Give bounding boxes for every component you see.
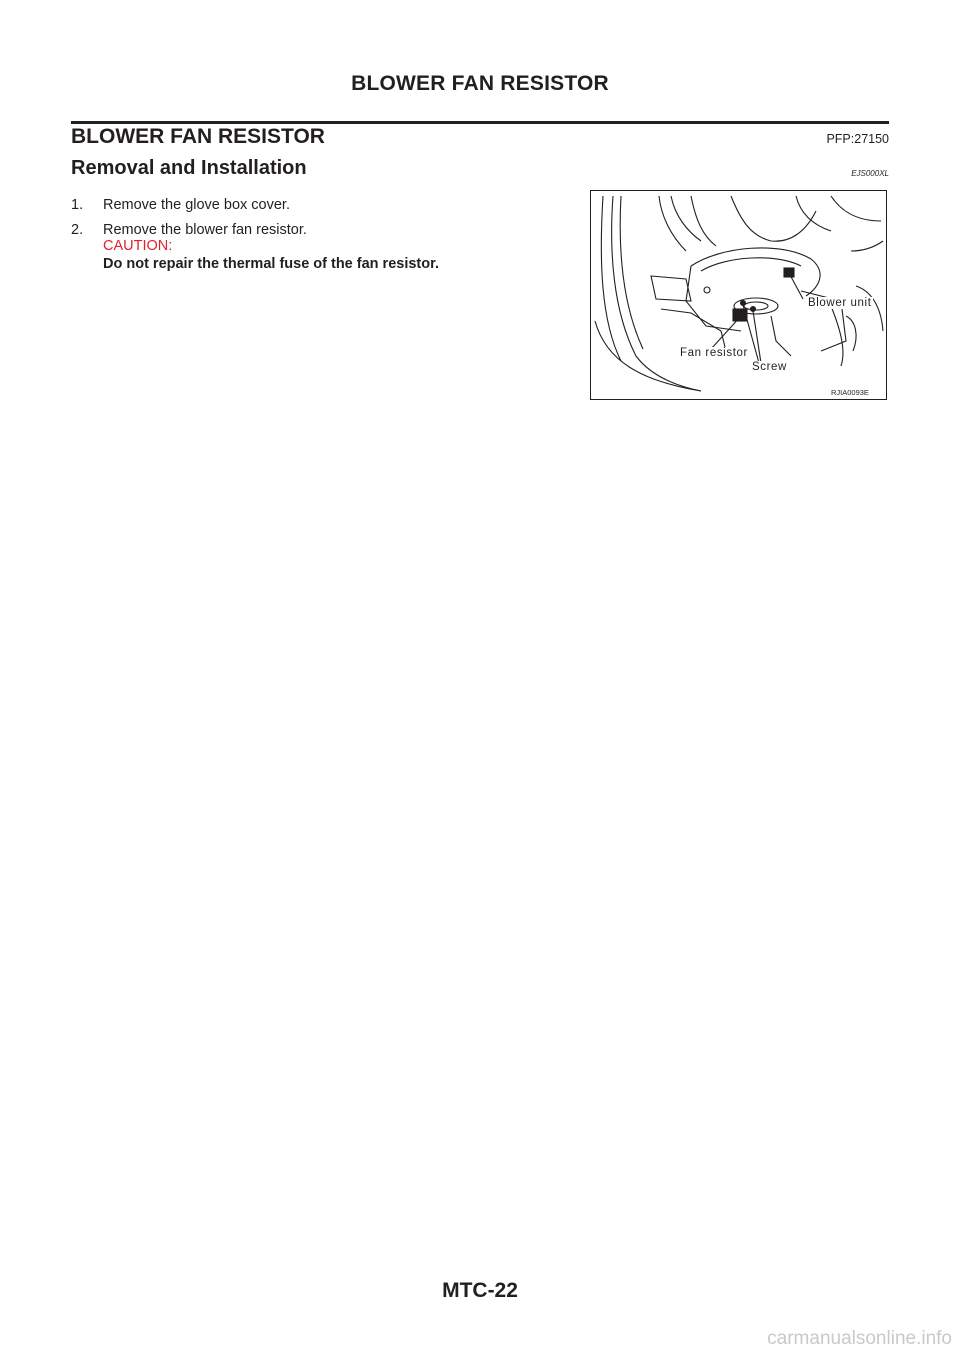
pfp-code: PFP:27150 (826, 132, 889, 146)
header-rule (71, 121, 889, 124)
fan-resistor-label: Fan resistor (680, 347, 748, 359)
caution-label: CAUTION: (103, 238, 173, 254)
step-number: 1. (71, 197, 84, 213)
blower-unit-label: Blower unit (808, 297, 872, 309)
step-text: Remove the blower fan resistor. (103, 222, 307, 238)
blower-unit-line-drawing (591, 191, 886, 399)
step-number: 2. (71, 222, 84, 238)
page-number: MTC-22 (442, 1279, 518, 1302)
watermark: carmanualsonline.info (767, 1328, 952, 1349)
section-title: BLOWER FAN RESISTOR (71, 125, 325, 148)
screw-label: Screw (752, 361, 787, 373)
running-header: BLOWER FAN RESISTOR (351, 72, 609, 95)
subsection-title: Removal and Installation (71, 157, 307, 179)
caution-text: Do not repair the thermal fuse of the fan resistor. (103, 256, 439, 272)
illustration-figure (590, 190, 887, 400)
step-text: Remove the glove box cover. (103, 197, 290, 213)
reference-code: EJS000XL (851, 169, 889, 178)
step-item (71, 196, 307, 214)
figure-id: RJIA0093E (831, 388, 869, 397)
step-item (71, 221, 307, 239)
